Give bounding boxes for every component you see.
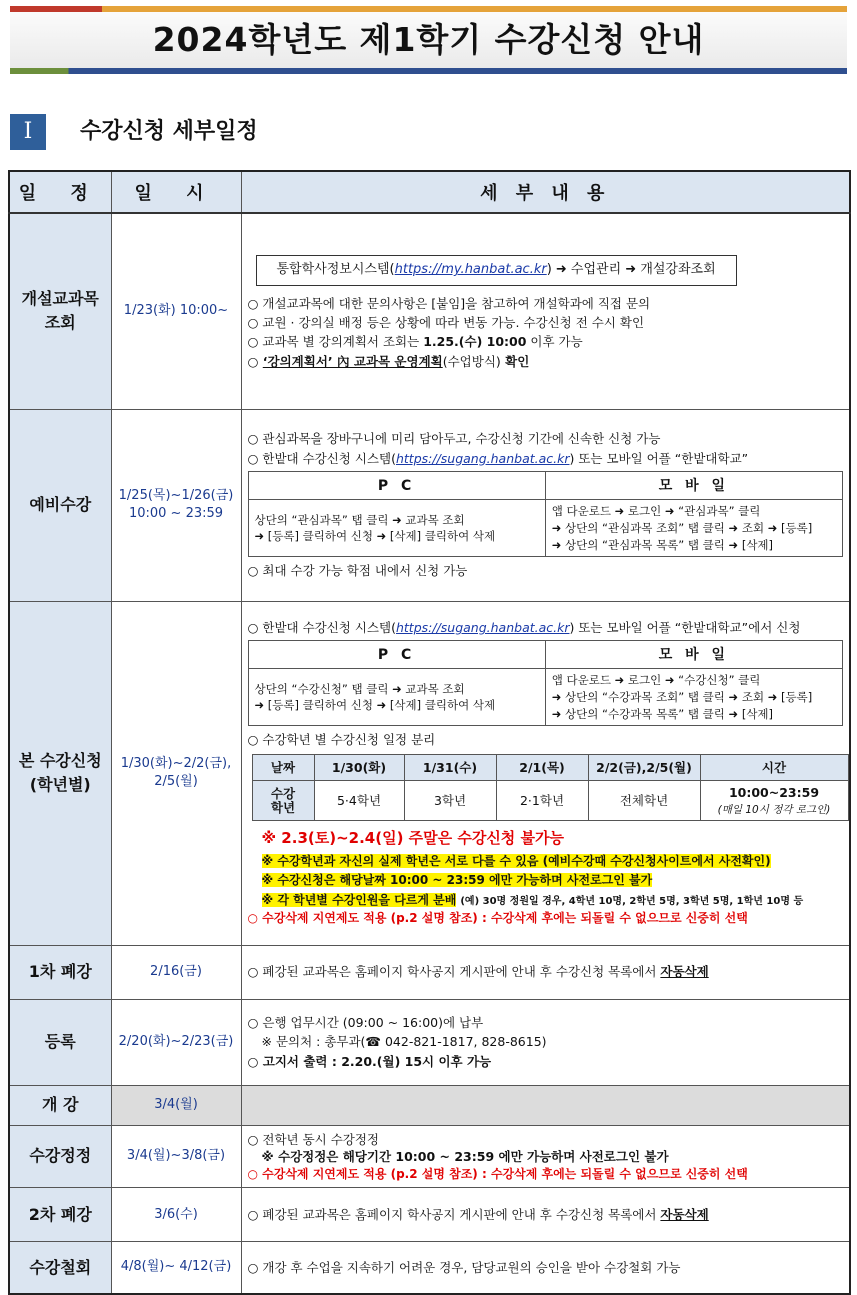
detail-line bbox=[248, 332, 844, 351]
text: ○ 폐강된 교과목은 홈페이지 학사공지 게시판에 안내 후 수강신청 목록에서 bbox=[247, 1207, 661, 1223]
detail-line: ※ 수강정정은 해당기간 10:00 ~ 23:59 에만 가능하며 사전로그인 불가 bbox=[261, 1149, 669, 1164]
sched-header: 2/2(금),2/5(월) bbox=[588, 754, 700, 780]
step-line: 앱 다운로드 ➜ 로그인 ➜ “관심과목” 클릭 bbox=[551, 504, 761, 519]
row-name-line: (학년별) bbox=[29, 775, 91, 794]
table-row-second-cancel bbox=[9, 1188, 850, 1242]
row-details bbox=[241, 213, 850, 409]
table-header-row bbox=[9, 171, 850, 213]
method-table bbox=[248, 471, 844, 557]
highlight-text: ※ 수강신청은 해당날짜 10:00 ~ 23:59 에만 가능하며 사전로그인 불가 bbox=[261, 873, 653, 888]
text: 통합학사정보시스템( bbox=[276, 262, 395, 278]
sched-header: 2/1(목) bbox=[496, 754, 588, 780]
row-details: ○ 개강 후 수업을 지속하기 어려운 경우, 담당교원의 승인을 받아 수강철회 가능 bbox=[241, 1242, 850, 1294]
sched-cell: 전체학년 bbox=[588, 780, 700, 821]
label-line: 수강 bbox=[270, 785, 296, 801]
example-text: (예) 30명 정원일 경우, 4학년 10명, 2학년 5명, 3학년 5명, 1학년 10명 등 bbox=[460, 895, 804, 907]
step-line: 상단의 “관심과목” 탭 클릭 ➜ 교과목 조회 bbox=[254, 512, 465, 527]
note-delete-delay: ○ 수강삭제 지연제도 적용 (p.2 설명 참조) : 수강삭제 후에는 되돌릴 수 없으므로 신중히 선택 bbox=[247, 911, 748, 926]
row-name: 2차 폐강 bbox=[9, 1188, 111, 1242]
table-row-pre-registration bbox=[9, 409, 850, 601]
row-name-line: 조회 bbox=[44, 313, 76, 333]
row-date bbox=[111, 601, 241, 945]
text: ○ bbox=[247, 353, 263, 369]
sched-header: 시간 bbox=[700, 754, 848, 780]
section-header bbox=[10, 114, 610, 150]
date-line: 10:00 ~ 23:59 bbox=[128, 506, 224, 521]
text: ○ 한밭대 수강신청 시스템( bbox=[247, 450, 396, 466]
banner-bottom-bar bbox=[10, 68, 847, 74]
detail-line: ○ 수강학년 별 수강신청 일정 분리 bbox=[247, 732, 436, 748]
row-name: 수강정정 bbox=[9, 1125, 111, 1188]
row-name: 개 강 bbox=[9, 1085, 111, 1125]
section-number: Ⅰ bbox=[10, 114, 46, 150]
step-line: 상단의 “수강신청” 탭 클릭 ➜ 교과목 조회 bbox=[254, 681, 465, 696]
mobile-header: 모 바 일 bbox=[545, 472, 842, 500]
row-date: 4/8(월)~ 4/12(금) bbox=[111, 1242, 241, 1294]
row-details bbox=[241, 601, 850, 945]
text: ○ 교과목 별 강의계획서 조회는 bbox=[247, 334, 424, 350]
text: (수업방식) bbox=[442, 353, 501, 369]
detail-line: ○ 은행 업무시간 (09:00 ~ 16:00)에 납부 bbox=[247, 1014, 484, 1030]
date-line: 2/5(월) bbox=[154, 774, 198, 789]
step-line: ➜ 상단의 “수강과목 조회” 탭 클릭 ➜ 조회 ➜ [등록] bbox=[551, 690, 813, 705]
sched-cell: 2·1학년 bbox=[496, 780, 588, 821]
step-line: ➜ [등록] 클릭하여 신청 ➜ [삭제] 클릭하여 삭제 bbox=[254, 529, 496, 544]
row-name: 수강철회 bbox=[9, 1242, 111, 1294]
title-banner bbox=[10, 6, 847, 74]
step-line: ➜ 상단의 “관심과목 목록” 탭 클릭 ➜ [삭제] bbox=[551, 537, 774, 552]
page-title: 2024학년도 제1학기 수강신청 안내 bbox=[152, 20, 705, 59]
date-line: 1/30(화)~2/2(금), bbox=[120, 755, 232, 771]
note-weekend: ※ 2.3(토)~2.4(일) 주말은 수강신청 불가능 bbox=[261, 829, 564, 848]
detail-line bbox=[248, 352, 844, 371]
sugang-link[interactable]: https://sugang.hanbat.ac.kr bbox=[395, 619, 570, 635]
detail-line: ○ 최대 수강 가능 학점 내에서 신청 가능 bbox=[247, 563, 468, 579]
notes bbox=[248, 827, 844, 909]
note bbox=[262, 890, 844, 910]
text: 1.25.(수) 10:00 bbox=[423, 334, 527, 350]
text: ) 또는 모바일 어플 “한밭대학교” bbox=[569, 450, 749, 466]
row-date: 2/20(화)~2/23(금) bbox=[111, 999, 241, 1085]
sched-header: 날짜 bbox=[252, 754, 314, 780]
time: 10:00~23:59 bbox=[728, 784, 820, 800]
detail-line: ○ 교원 · 강의실 배정 등은 상황에 따라 변동 가능. 수강신청 전 수시 확인 bbox=[247, 314, 645, 330]
row-date: 3/6(수) bbox=[111, 1188, 241, 1242]
step-line: ➜ [등록] 클릭하여 신청 ➜ [삭제] 클릭하여 삭제 bbox=[254, 698, 496, 713]
row-details bbox=[241, 1085, 850, 1125]
detail-line: ○ 관심과목을 장바구니에 미리 담아두고, 수강신청 기간에 신속한 신청 가능 bbox=[247, 431, 661, 447]
step-line: 앱 다운로드 ➜ 로그인 ➜ “수강신청” 클릭 bbox=[551, 673, 761, 688]
pc-steps bbox=[248, 669, 545, 726]
sched-cell: 5·4학년 bbox=[314, 780, 404, 821]
note bbox=[262, 870, 844, 890]
text: ○ 한밭대 수강신청 시스템( bbox=[247, 619, 396, 635]
sugang-link[interactable]: https://sugang.hanbat.ac.kr bbox=[395, 450, 570, 466]
detail-line: ○ 전학년 동시 수강정정 bbox=[247, 1131, 380, 1147]
portal-link[interactable]: https://my.hanbat.ac.kr bbox=[394, 262, 547, 278]
label-line: 학년 bbox=[270, 799, 296, 815]
grade-schedule-table bbox=[252, 754, 849, 822]
table-row-first-cancel bbox=[9, 945, 850, 999]
row-date: 1/23(화) 10:00~ bbox=[111, 213, 241, 409]
step-line: ➜ 상단의 “관심과목 조회” 탭 클릭 ➜ 조회 ➜ [등록] bbox=[551, 520, 813, 535]
detail-line bbox=[248, 618, 844, 637]
pc-header: P C bbox=[248, 641, 545, 669]
schedule-table bbox=[8, 170, 851, 1295]
detail-line: ○ 개설교과목에 대한 문의사항은 [붙임]을 참고하여 개설학과에 직접 문의 bbox=[247, 295, 651, 311]
step-line: ➜ 상단의 “수강과목 목록” 탭 클릭 ➜ [삭제] bbox=[551, 706, 774, 721]
table-row-semester-start bbox=[9, 1085, 850, 1125]
row-details bbox=[241, 1188, 850, 1242]
mobile-steps bbox=[545, 669, 842, 726]
table-row-withdrawal bbox=[9, 1242, 850, 1294]
detail-line bbox=[248, 449, 844, 468]
row-details bbox=[241, 409, 850, 601]
text: ‘강의계획서’ 內 교과목 운영계획 bbox=[262, 353, 443, 369]
text: 확인 bbox=[500, 353, 530, 369]
table-row-payment bbox=[9, 999, 850, 1085]
time-note: (매일 10시 정각 로그인) bbox=[717, 804, 831, 817]
row-details bbox=[241, 1125, 850, 1188]
header-details: 세 부 내 용 bbox=[241, 171, 850, 213]
highlight-text: ※ 수강학년과 자신의 실제 학년은 서로 다를 수 있음 (예비수강때 수강신청사이트에서 사전확인) bbox=[261, 853, 771, 868]
mobile-header: 모 바 일 bbox=[545, 641, 842, 669]
method-table bbox=[248, 640, 844, 726]
highlight-text: ※ 각 학년별 수강인원을 다르게 분배 bbox=[261, 892, 457, 907]
row-name: 예비수강 bbox=[9, 409, 111, 601]
detail-line: ○ 고지서 출력 : 2.20.(월) 15시 이후 가능 bbox=[247, 1053, 492, 1069]
text: 이후 가능 bbox=[526, 334, 583, 350]
text: ) 또는 모바일 어플 “한밭대학교”에서 신청 bbox=[569, 619, 801, 635]
row-name bbox=[9, 601, 111, 945]
sched-row-label bbox=[252, 780, 314, 821]
table-row-main-registration bbox=[9, 601, 850, 945]
sched-time-cell bbox=[700, 780, 848, 821]
table-row-course-lookup bbox=[9, 213, 850, 409]
row-date: 3/4(월)~3/8(금) bbox=[111, 1125, 241, 1188]
date-line: 1/25(목)~1/26(금) bbox=[118, 487, 234, 503]
row-date: 3/4(월) bbox=[111, 1085, 241, 1125]
text: ) ➜ 수업관리 ➜ 개설강좌조회 bbox=[546, 262, 716, 278]
row-date bbox=[111, 409, 241, 601]
row-details bbox=[241, 945, 850, 999]
header-datetime: 일 시 bbox=[111, 171, 241, 213]
pc-steps bbox=[248, 500, 545, 557]
text: 자동삭제 bbox=[660, 1207, 709, 1223]
row-date: 2/16(금) bbox=[111, 945, 241, 999]
table-row-course-change bbox=[9, 1125, 850, 1188]
text: ○ 폐강된 교과목은 홈페이지 학사공지 게시판에 안내 후 수강신청 목록에서 bbox=[247, 964, 661, 980]
header-schedule: 일 정 bbox=[9, 171, 111, 213]
system-path-box bbox=[256, 255, 737, 285]
section-label: 수강신청 세부일정 bbox=[80, 119, 258, 144]
text: 자동삭제 bbox=[660, 964, 709, 980]
detail-line: ※ 문의처 : 총무과(☎ 042-821-1817, 828-8615) bbox=[261, 1034, 547, 1050]
row-name-line: 본 수강신청 bbox=[18, 751, 102, 770]
row-name bbox=[9, 213, 111, 409]
sched-header: 1/31(수) bbox=[404, 754, 496, 780]
mobile-steps bbox=[545, 500, 842, 557]
note bbox=[262, 851, 844, 871]
row-name-line: 개설교과목 bbox=[21, 289, 99, 309]
row-details bbox=[241, 999, 850, 1085]
detail-line: ○ 수강삭제 지연제도 적용 (p.2 설명 참조) : 수강삭제 후에는 되돌릴 수 없으므로 신중히 선택 bbox=[247, 1166, 748, 1181]
sched-cell: 3학년 bbox=[404, 780, 496, 821]
row-name: 1차 폐강 bbox=[9, 945, 111, 999]
sched-header: 1/30(화) bbox=[314, 754, 404, 780]
pc-header: P C bbox=[248, 472, 545, 500]
row-name: 등록 bbox=[9, 999, 111, 1085]
